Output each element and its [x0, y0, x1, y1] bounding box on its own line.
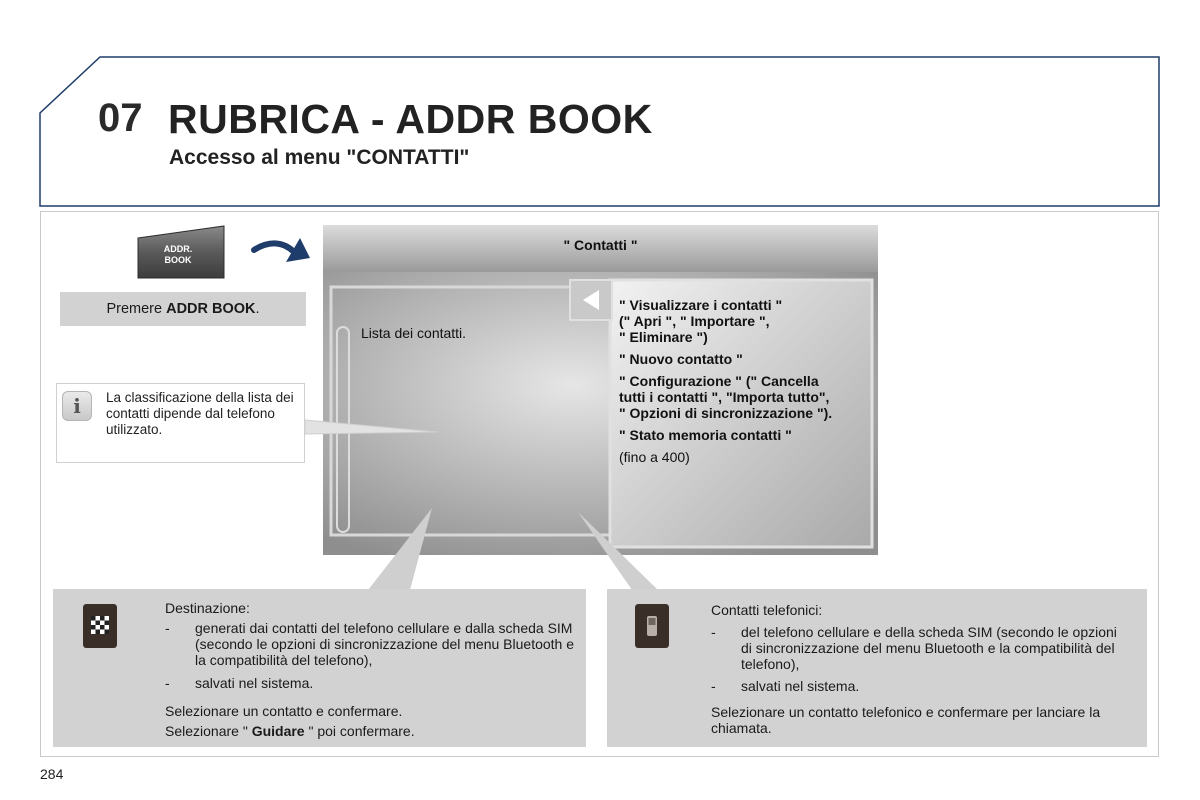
menu-item-view-contacts: " Visualizzare i contatti " (" Apri ", " Importare ", " Eliminare ") — [619, 297, 783, 345]
addr-book-label-line2: BOOK — [164, 255, 192, 265]
phone-contacts-heading: Contatti telefonici: — [711, 602, 823, 618]
instruction-suffix: . — [255, 301, 260, 317]
page-number: 284 — [40, 766, 64, 782]
menu-item-memory-note: (fino a 400) — [619, 449, 690, 465]
destination-heading: Destinazione: — [165, 600, 250, 616]
phone-contacts-text — [711, 602, 1131, 736]
contacts-list-label: Lista dei contatti. — [361, 325, 467, 341]
instruction-key: ADDR BOOK — [166, 301, 256, 317]
phone-contacts-bullet-2: - salvati nel sistema. — [711, 678, 860, 694]
menu-item-memory-status: " Stato memoria contatti " — [619, 427, 792, 443]
navigation-flag-icon — [83, 604, 117, 648]
phone-contacts-bullet-1: - del telefono cellulare e della scheda SIM (secondo le opzioni di sincronizzazione del menu Bluetooth e la compatibilità del telefono), — [711, 624, 1117, 672]
chapter-number: 07 — [98, 96, 143, 140]
instruction-prefix: Premere — [106, 301, 167, 317]
info-note-text: La classificazione della lista dei contatti dipende dal telefono utilizzato. — [106, 390, 294, 437]
menu-item-configuration: " Configurazione " (" Cancella tutti i contatti ", "Importa tutto", " Opzioni di sincronizzazione "). — [619, 373, 833, 421]
mobile-phone-icon — [635, 604, 669, 648]
phone-contacts-line-1: Selezionare un contatto telefonico e confermare per lanciare la chiamata. — [711, 704, 1101, 736]
destination-bullet-1: - generati dai contatti del telefono cellulare e dalla scheda SIM (secondo le opzioni di sincronizzazione del menu Bluetooth e la compatibilità del telefono), — [165, 620, 575, 668]
screen-title: " Contatti " — [563, 237, 638, 253]
destination-bullet-2: - salvati nel sistema. — [165, 675, 314, 691]
page-title: RUBRICA - ADDR BOOK — [168, 96, 653, 142]
destination-line-2: Selezionare " Guidare " poi confermare. — [165, 723, 415, 739]
page-subtitle: Accesso al menu "CONTATTI" — [169, 146, 470, 169]
destination-text — [165, 600, 575, 739]
menu-item-new-contact: " Nuovo contatto " — [619, 351, 743, 367]
info-icon: i — [62, 391, 92, 421]
destination-line-1: Selezionare un contatto e confermare. — [165, 703, 403, 719]
addr-book-label-line1: ADDR. — [163, 244, 193, 254]
